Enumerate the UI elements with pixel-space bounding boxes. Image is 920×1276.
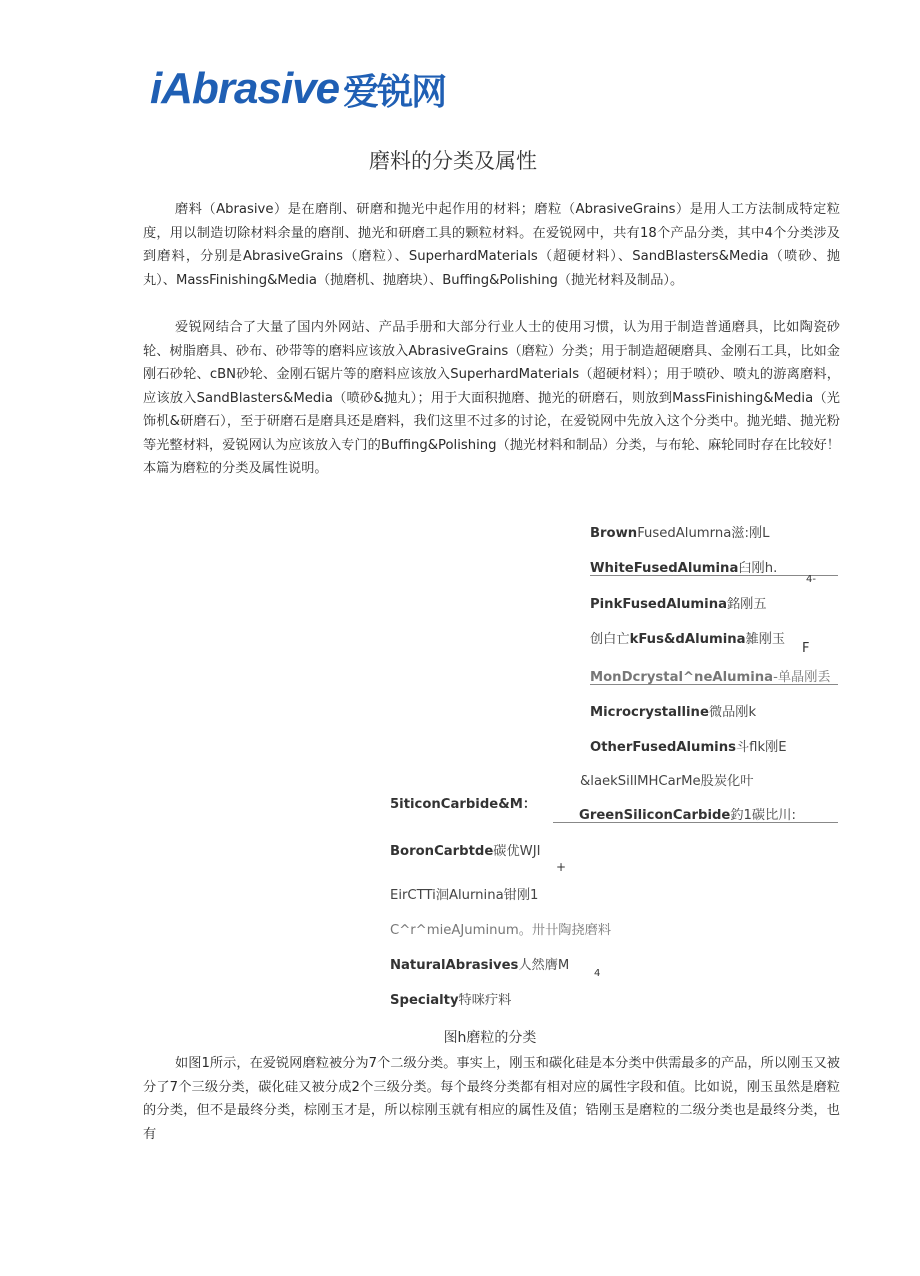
tax-item-black-fused-alumina: [590, 628, 785, 647]
tax-en: GreenSiliconCarbide: [579, 808, 731, 823]
tax-item-microcrystalline: [590, 701, 756, 720]
tax-item-silicon-carbide: [390, 793, 536, 812]
tax-en: kFus&dAlumina: [629, 632, 746, 647]
tax-en: PinkFusedAlumina: [590, 597, 727, 612]
tax-item-monocrystalline-alumina: [590, 666, 831, 685]
tax-item-other-fused-alumina: [590, 736, 787, 755]
logo-cn: 爱锐网: [343, 71, 446, 113]
tax-en: Microcrystalline: [590, 705, 709, 720]
tax-en: OtherFusedAlumins: [590, 740, 736, 755]
paragraph-1: 磨料（Abrasive）是在磨削、研磨和抛光中起作用的材料；磨粒（AbrasiveGrains）是用人工方法制成特定粒度，用以制造切除材料余量的磨削、抛光和研磨工具的颗粒材料。在爱锐网中，共有18个产品分类，其中4个分类涉及到磨料，分别是AbrasiveGrains（磨粒）、SuperhardMaterials（超硬材料）、SandBlasters&Media（喷砂、抛丸）、MassFinishing&Media（抛磨机、抛磨块）、Buffing&Polishing（抛光材料及制品）。: [143, 202, 840, 288]
tax-item-pink-fused-alumina: [590, 593, 767, 612]
tax-en: C^r^mieAJuminum。: [390, 923, 532, 938]
tax-pre: 创白亡: [590, 632, 630, 647]
figure-caption: 图h磨粒的分类: [443, 1030, 537, 1046]
mark: 4-: [806, 574, 816, 585]
paragraph-3: 如图1所示，在爱锐网磨粒被分为7个二级分类。事实上，刚玉和碳化硅是本分类中供需最多的产品，所以刚玉又被分了7个三级分类，碳化硅又被分成2个三级分类。每个最终分类都有相对应的属性字段和值。比如说，刚玉虽然是磨粒的分类，但不是最终分类，棕刚玉才是，所以棕刚玉就有相应的属性及值；锆刚玉是磨粒的二级分类也是最终分类，也有: [143, 1056, 840, 1142]
tax-cn: 斗flk刚E: [735, 740, 787, 755]
divider: [590, 575, 838, 576]
tax-cn: 微品刚k: [708, 705, 757, 720]
tax-en: BoronCarbtde: [390, 844, 494, 859]
tax-item-brown-fused-alumina: [590, 522, 769, 541]
tax-cn: 特咪疔料: [458, 993, 512, 1008]
tax-cn: 銘刚五: [726, 597, 767, 612]
tax-item-ceramic-aluminum: [390, 919, 611, 938]
tax-en: Brown: [590, 526, 638, 541]
tax-cn: 人然膺M: [518, 958, 570, 973]
tax-en: MonDcrystal^neAlumina: [590, 670, 774, 685]
tax-en: NaturalAbrasives: [390, 958, 519, 973]
tax-en: EirCTTi洄Alurnina: [390, 888, 504, 903]
tax-item-natural-abrasives: [390, 954, 569, 973]
tax-item-white-fused-alumina: [590, 557, 777, 576]
tax-cn: 股炭化叶: [700, 774, 754, 789]
tax-cn: 臼刚h.: [738, 561, 778, 576]
tax-item-zirconia-alumina: [390, 884, 538, 903]
tax-cn: 滋:刚L: [731, 526, 770, 541]
tax-cn: -单晶刚丢: [773, 670, 831, 685]
tax-cn: 钳刚1: [503, 888, 539, 903]
logo-en: iAbrasive: [150, 64, 340, 113]
mark: +: [556, 860, 567, 874]
tax-en: WhiteFusedAlumina: [590, 561, 739, 576]
tax-cn: 碳优WJI: [493, 844, 541, 859]
logo: [150, 64, 445, 114]
tax-cn: 雑刚玉: [745, 632, 786, 647]
tax-cn: 釣1碳比川:: [730, 808, 796, 823]
tax-item-green-silicon-carbide: [579, 804, 796, 823]
page-title: 磨料的分类及属性: [369, 149, 537, 173]
tax-en2: FusedAlumrna: [637, 526, 732, 541]
divider: [553, 822, 838, 823]
mark: 4: [594, 968, 601, 979]
tax-item-boron-carbide: [390, 840, 540, 859]
tax-item-black-silicon-carbide: [580, 770, 753, 789]
tax-en: 5iticonCarbide&M：: [390, 797, 537, 812]
divider: [590, 684, 838, 685]
tax-cn: 卅卄陶挠磨料: [531, 923, 612, 938]
mark: F: [802, 641, 810, 656]
tax-en: &laekSillMHCarMe: [580, 774, 701, 789]
tax-en: Specialty: [390, 993, 459, 1008]
paragraph-2: 爱锐网结合了大量了国内外网站、产品手册和大部分行业人士的使用习惯，认为用于制造普通磨具，比如陶瓷砂轮、树脂磨具、砂布、砂带等的磨料应该放入AbrasiveGrains（磨粒）分类；用于制造超硬磨具、金刚石工具，比如金刚石砂轮、cBN砂轮、金刚石锯片等的磨料应该放入SuperhardMaterials（超硬材料）；用于喷砂、喷丸的游离磨料，应该放入SandBlasters&Media（喷砂&抛丸）；用于大面积抛磨、抛光的研磨石，则放到MassFinishing&Media（光饰机&研磨石），至于研磨石是磨具还是磨料，我们这里不过多的讨论，在爱锐网中先放入这个分类中。抛光蜡、抛光粉等光整材料，爱锐网认为应该放入专门的Buffing&Polishing（抛光材料和制品）分类，与布轮、麻轮同时存在比较好！本篇为磨粒的分类及属性说明。: [143, 320, 840, 476]
tax-item-specialty: [390, 989, 511, 1008]
